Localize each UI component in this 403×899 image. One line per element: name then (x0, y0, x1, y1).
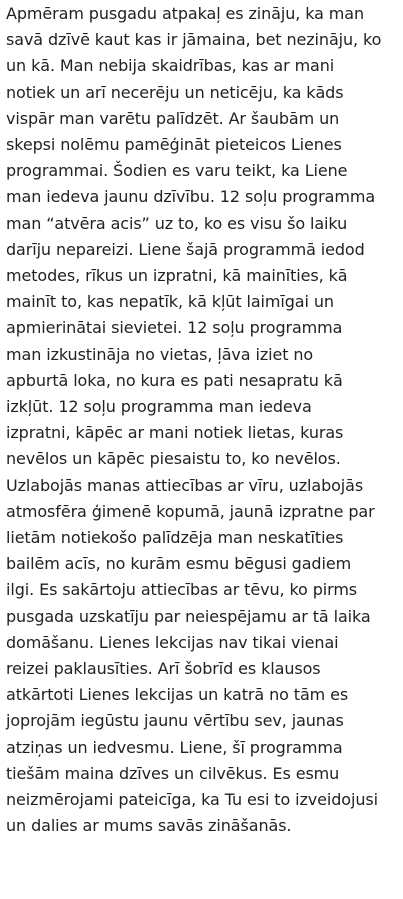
testimonial-line: programmai. Šodien es varu teikt, ka Liene (6, 161, 348, 181)
testimonial-line: skepsi nolēmu pamēģināt pieteicos Lienes (6, 135, 342, 155)
testimonial-line: lietām notiekošo palīdzēja man neskatīties (6, 528, 344, 548)
testimonial-line: izkļūt. 12 soļu programma man iedeva (6, 397, 312, 417)
testimonial-line: neizmērojami pateicīga, ka Tu esi to izveidojusi (6, 790, 378, 810)
testimonial-line: nevēlos un kāpēc piesaistu to, ko nevēlos. (6, 449, 341, 469)
testimonial-line: man iedeva jaunu dzīvību. 12 soļu programma (6, 187, 376, 207)
testimonial-line: man izkustināja no vietas, ļāva iziet no (6, 344, 314, 364)
testimonial-line: atziņas un iedvesmu. Liene, šī programma (6, 737, 343, 757)
testimonial-line: pusgada uzskatīju par neiespējamu ar tā laika (6, 606, 371, 626)
testimonial-line: metodes, rīkus un izpratni, kā mainīties, kā (6, 266, 348, 286)
testimonial-line: atkārtoti Lienes lekcijas un katrā no tām es (6, 685, 349, 705)
testimonial-line: Uzlabojās manas attiecības ar vīru, uzlabojās (6, 475, 364, 495)
testimonial-line: reizei paklausīties. Arī šobrīd es klausos (6, 659, 321, 679)
testimonial-line: vispār man varētu palīdzēt. Ar šaubām un (6, 108, 340, 128)
testimonial-paragraph (6, 1, 401, 840)
testimonial-line: apburtā loka, no kura es pati nesapratu kā (6, 370, 343, 390)
testimonial-line: atmosfēra ģimenē kopumā, jaunā izpratne par (6, 501, 375, 521)
testimonial-line: apmierinātai sievietei. 12 soļu programma (6, 318, 343, 338)
testimonial-line: darīju nepareizi. Liene šajā programmā iedod (6, 239, 365, 259)
testimonial-line: joprojām iegūstu jaunu vērtību sev, jaunas (6, 711, 344, 731)
testimonial-line: mainīt to, kas nepatīk, kā kļūt laimīgai un (6, 292, 334, 312)
testimonial-line: savā dzīvē kaut kas ir jāmaina, bet nezināju, ko (6, 30, 382, 50)
testimonial-line: Apmēram pusgadu atpakaļ es zināju, ka man (6, 4, 365, 23)
testimonial-line: izpratni, kāpēc ar mani notiek lietas, kuras (6, 423, 344, 443)
testimonial-line: ilgi. Es sakārtoju attiecības ar tēvu, ko pirms (6, 580, 358, 600)
testimonial-line: man “atvēra acis” uz to, ko es visu šo laiku (6, 213, 348, 233)
testimonial-line: domāšanu. Lienes lekcijas nav tikai vienai (6, 632, 339, 652)
testimonial-line: bailēm acīs, no kurām esmu bēgusi gadiem (6, 554, 352, 574)
testimonial-line: notiek un arī necerēju un neticēju, ka kāds (6, 82, 344, 102)
testimonial-line: un dalies ar mums savās zināšanās. (6, 816, 292, 836)
testimonial-line: tiešām maina dzīves un cilvēkus. Es esmu (6, 763, 340, 783)
testimonial-line: un kā. Man nebija skaidrības, kas ar mani (6, 56, 335, 76)
